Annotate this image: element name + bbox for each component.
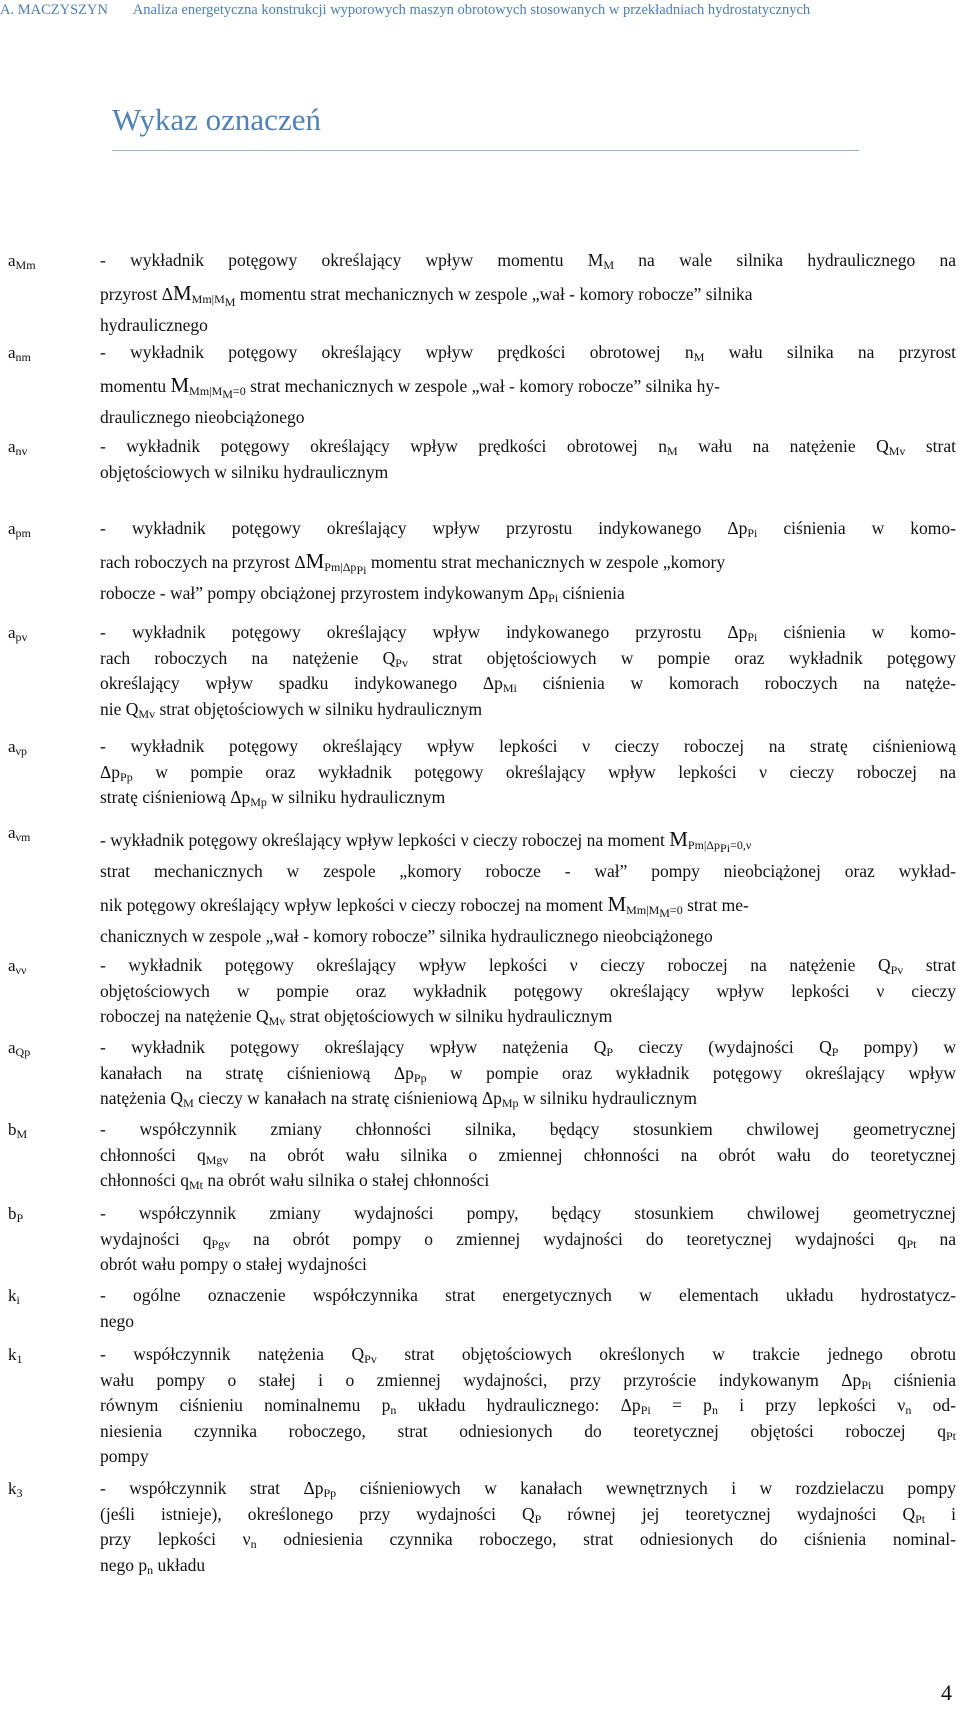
symbol xyxy=(8,434,94,460)
page-number: 4 xyxy=(941,1680,952,1705)
definition-line: - wykładnik potęgowy określający wpływ przyrostu indykowanego $\Delta p_{Pi}$ ciśnienia w komo- xyxy=(100,518,956,540)
symbol xyxy=(8,1476,94,1502)
glossary-entry xyxy=(8,953,956,1030)
glossary-entry xyxy=(8,820,956,949)
definition-line: robocze - wał” pompy obciążonej przyrostem indykowanym $\Delta p_{Pi}$ ciśnienia xyxy=(100,582,625,605)
page-title: Wykaz oznaczeń xyxy=(112,102,321,137)
symbol xyxy=(8,516,94,542)
definition-line: kanałach na stratę ciśnieniową $\Delta p_{Pp}$ w pompie oraz wykładnik potęgowy określający wpływ xyxy=(100,1062,956,1085)
definition-line: (jeśli istnieje), określonego przy wydajności $Q_P$ równej jej teoretycznej wydajności $Q_{Pt}$ i xyxy=(100,1503,956,1526)
definition-line: - wykładnik potęgowy określający wpływ lepkości ν cieczy roboczej na stratę ciśnieniową xyxy=(100,736,956,756)
definition xyxy=(100,1035,956,1112)
symbol-base: a xyxy=(8,956,16,975)
symbol xyxy=(8,620,94,646)
definition xyxy=(100,620,956,722)
definition-line: - współczynnik strat $\Delta p_{Pp}$ ciśnieniowych w kanałach wewnętrznych i w rozdzielaczu pompy xyxy=(100,1478,956,1500)
definition-line: wydajności $q_{Pgv}$ na obrót pompy o zmiennej wydajności do teoretycznej wydajności $q_{Pt}$ na xyxy=(100,1228,956,1251)
definition-line: - współczynnik natężenia $Q_{Pv}$ strat objętościowych określonych w trakcie jednego obrotu xyxy=(100,1344,956,1366)
symbol-base: k xyxy=(8,1479,17,1498)
definition xyxy=(100,1201,956,1278)
definition xyxy=(100,1117,956,1194)
definition-line: wału pompy o stałej i o zmiennej wydajności, przy przyroście indykowanym $\Delta p_{Pi}$ ciśnienia xyxy=(100,1369,956,1392)
definition-line: - współczynnik zmiany chłonności silnika, będący stosunkiem chwilowej geometrycznej xyxy=(100,1119,956,1139)
symbol-subscript: νp xyxy=(15,744,27,758)
running-header xyxy=(0,2,960,19)
definition-line: rach roboczych na przyrost $\Delta MPm|\Delta p_{Pi}$ momentu strat mechanicznych w zespole „komory xyxy=(100,548,726,577)
glossary-entry xyxy=(8,734,956,811)
symbol-subscript: P xyxy=(16,1211,24,1225)
header-author: A. MACZYSZYN xyxy=(0,2,108,18)
glossary-entry xyxy=(8,516,956,606)
symbol xyxy=(8,953,94,979)
definition-line: przy lepkości $\nu_n$ odniesienia czynnika roboczego, strat odniesionych do ciśnienia nominal- xyxy=(100,1529,956,1551)
symbol-base: b xyxy=(8,1204,17,1223)
definition-line: - wykładnik potęgowy określający wpływ lepkości ν cieczy roboczej na natężenie $Q_{Pv}$ strat xyxy=(100,955,956,977)
symbol-subscript: νν xyxy=(15,963,27,977)
symbol-subscript: Mm xyxy=(15,258,36,272)
definition-line: obrót wału pompy o stałej wydajności xyxy=(100,1254,367,1274)
definition-line: równym ciśnieniu nominalnemu $p_n$ układu hydraulicznego: $\Delta p_{Pi} = p_n$ i przy lepkości $\nu_n$ od- xyxy=(100,1395,956,1417)
definition xyxy=(100,1283,956,1334)
definition xyxy=(100,1342,956,1470)
glossary-entry xyxy=(8,1342,956,1470)
definition-line: chłonności $q_{Mgv}$ na obrót wału silnika o zmiennej chłonności na obrót wału do teoretycznej xyxy=(100,1144,956,1167)
definition xyxy=(100,734,956,811)
definition-line: niesienia czynnika roboczego, strat odniesionych do teoretycznej objętości roboczej $q_{Pt}$ xyxy=(100,1420,956,1443)
symbol-base: a xyxy=(8,251,16,270)
symbol xyxy=(8,1342,94,1368)
definition-line: chanicznych w zespole „wał - komory robocze” silnika hydraulicznego nieobciążonego xyxy=(100,925,713,946)
symbol-subscript: nv xyxy=(15,444,28,458)
glossary-entry xyxy=(8,1201,956,1278)
symbol xyxy=(8,1117,94,1143)
symbol-base: a xyxy=(8,519,16,538)
definition-line: - wykładnik potęgowy określający wpływ natężenia $Q_P$ cieczy (wydajności $Q_P$ pompy) w xyxy=(100,1037,957,1059)
definition-line: - wykładnik potęgowy określający wpływ prędkości obrotowej $n_M$ wału na natężenie $Q_{Mv}$ strat xyxy=(100,436,956,458)
glossary-entry xyxy=(8,1476,956,1578)
definition-line: roboczej na natężenie $Q_{Mv}$ strat objętościowych w silniku hydraulicznym xyxy=(100,1006,613,1028)
symbol xyxy=(8,820,94,846)
definition-line: stratę ciśnieniową $\Delta p_{Mp}$ w silniku hydraulicznym xyxy=(100,787,446,809)
definition xyxy=(100,820,956,949)
symbol xyxy=(8,734,94,760)
definition xyxy=(100,953,956,1030)
definition-line: nego $p_n$ układu xyxy=(100,1554,206,1577)
definition-line: $\Delta p_{Pp}$ w pompie oraz wykładnik potęgowy określający wpływ lepkości ν cieczy roboczej na xyxy=(100,761,956,784)
symbol-subscript: pm xyxy=(15,526,31,540)
symbol-subscript: M xyxy=(16,1127,28,1141)
symbol-subscript: 1 xyxy=(16,1352,23,1366)
symbol-base: a xyxy=(8,343,16,362)
symbol-subscript: nm xyxy=(15,350,31,364)
symbol xyxy=(8,1201,94,1227)
symbol-base: b xyxy=(8,1120,17,1139)
definition-line: - współczynnik zmiany wydajności pompy, będący stosunkiem chwilowej geometrycznej xyxy=(100,1203,956,1223)
symbol-base: a xyxy=(8,623,16,642)
symbol xyxy=(8,1283,94,1309)
definition-line: przyrost $\Delta MMm|M_M$ momentu strat mechanicznych w zespole „wał - komory robocze” silnika xyxy=(100,280,753,309)
header-title: Analiza energetyczna konstrukcji wyporowych maszyn obrotowych stosowanych w przekładniach hydrostatycznych xyxy=(132,2,811,18)
glossary-entry xyxy=(8,340,956,430)
definition-line: chłonności $q_{Mt}$ na obrót wału silnika o stałej chłonności xyxy=(100,1170,490,1192)
definition xyxy=(100,340,956,430)
symbol-base: a xyxy=(8,737,16,756)
glossary-entry xyxy=(8,620,956,722)
definition-line: objętościowych w pompie oraz wykładnik potęgowy określający wpływ lepkości ν cieczy xyxy=(100,980,956,1001)
definition xyxy=(100,248,956,338)
glossary-entry xyxy=(8,248,956,338)
title-underline xyxy=(112,150,859,151)
definition-line: objętościowych w silniku hydraulicznym xyxy=(100,461,389,482)
definition-line: - ogólne oznaczenie współczynnika strat energetycznych w elementach układu hydrostatycz- xyxy=(100,1285,956,1305)
glossary-entry xyxy=(8,1035,956,1112)
symbol-subscript: 3 xyxy=(16,1486,23,1500)
symbol xyxy=(8,1035,94,1061)
definition-line: nik potęgowy określający wpływ lepkości ν cieczy roboczej na moment $MMm|M_M=0$ strat me- xyxy=(100,891,749,920)
symbol-base: a xyxy=(8,437,16,456)
glossary-entry xyxy=(8,434,956,485)
definition-line: - wykładnik potęgowy określający wpływ indykowanego przyrostu $\Delta p_{Pi}$ ciśnienia w komo- xyxy=(100,622,956,644)
symbol-base: k xyxy=(8,1345,17,1364)
symbol-subscript: Qp xyxy=(15,1045,31,1059)
symbol-base: a xyxy=(8,1038,16,1057)
definition-line: pompy xyxy=(100,1446,149,1466)
definition-line: strat mechanicznych w zespole „komory robocze - wał” pompy nieobciążonej oraz wykład- xyxy=(100,861,956,881)
symbol xyxy=(8,340,94,366)
definition-line: natężenia $Q_M$ cieczy w kanałach na stratę ciśnieniową $\Delta p_{Mp}$ w silniku hydraulicznym xyxy=(100,1088,697,1110)
glossary-entry xyxy=(8,1117,956,1194)
definition-line: - wykładnik potęgowy określający wpływ lepkości ν cieczy roboczej na moment $MPm|\Delta p_{Pi}=0,\nu$ xyxy=(100,827,752,855)
definition-line: rach roboczych na natężenie $Q_{Pv}$ strat objętościowych w pompie oraz wykładnik potęgowy xyxy=(100,647,956,670)
definition-line: nego xyxy=(100,1310,135,1331)
glossary-entry xyxy=(8,1283,956,1334)
definition-line: hydraulicznego xyxy=(100,314,208,335)
definition-line: - wykładnik potęgowy określający wpływ momentu $M_M$ na wale silnika hydraulicznego na xyxy=(100,250,956,272)
definition-line: określający wpływ spadku indykowanego $\Delta p_{Mi}$ ciśnienia w komorach roboczych na natęże- xyxy=(100,673,957,695)
definition-line: - wykładnik potęgowy określający wpływ prędkości obrotowej $n_M$ wału silnika na przyrost xyxy=(100,342,956,364)
symbol xyxy=(8,248,94,274)
definition xyxy=(100,516,956,606)
definition-line: draulicznego nieobciążonego xyxy=(100,406,305,427)
definition-line: momentu $MMm|M_M=0$ strat mechanicznych w zespole „wał - komory robocze” silnika hy- xyxy=(100,372,720,401)
definition xyxy=(100,434,956,485)
definition xyxy=(100,1476,956,1578)
symbol-base: k xyxy=(8,1286,17,1305)
symbol-subscript: νm xyxy=(15,830,31,844)
definition-line: nie $Q_{Mv}$ strat objętościowych w silniku hydraulicznym xyxy=(100,698,483,721)
symbol-subscript: pv xyxy=(15,630,28,644)
symbol-subscript: i xyxy=(16,1293,20,1307)
symbol-base: a xyxy=(8,823,16,842)
